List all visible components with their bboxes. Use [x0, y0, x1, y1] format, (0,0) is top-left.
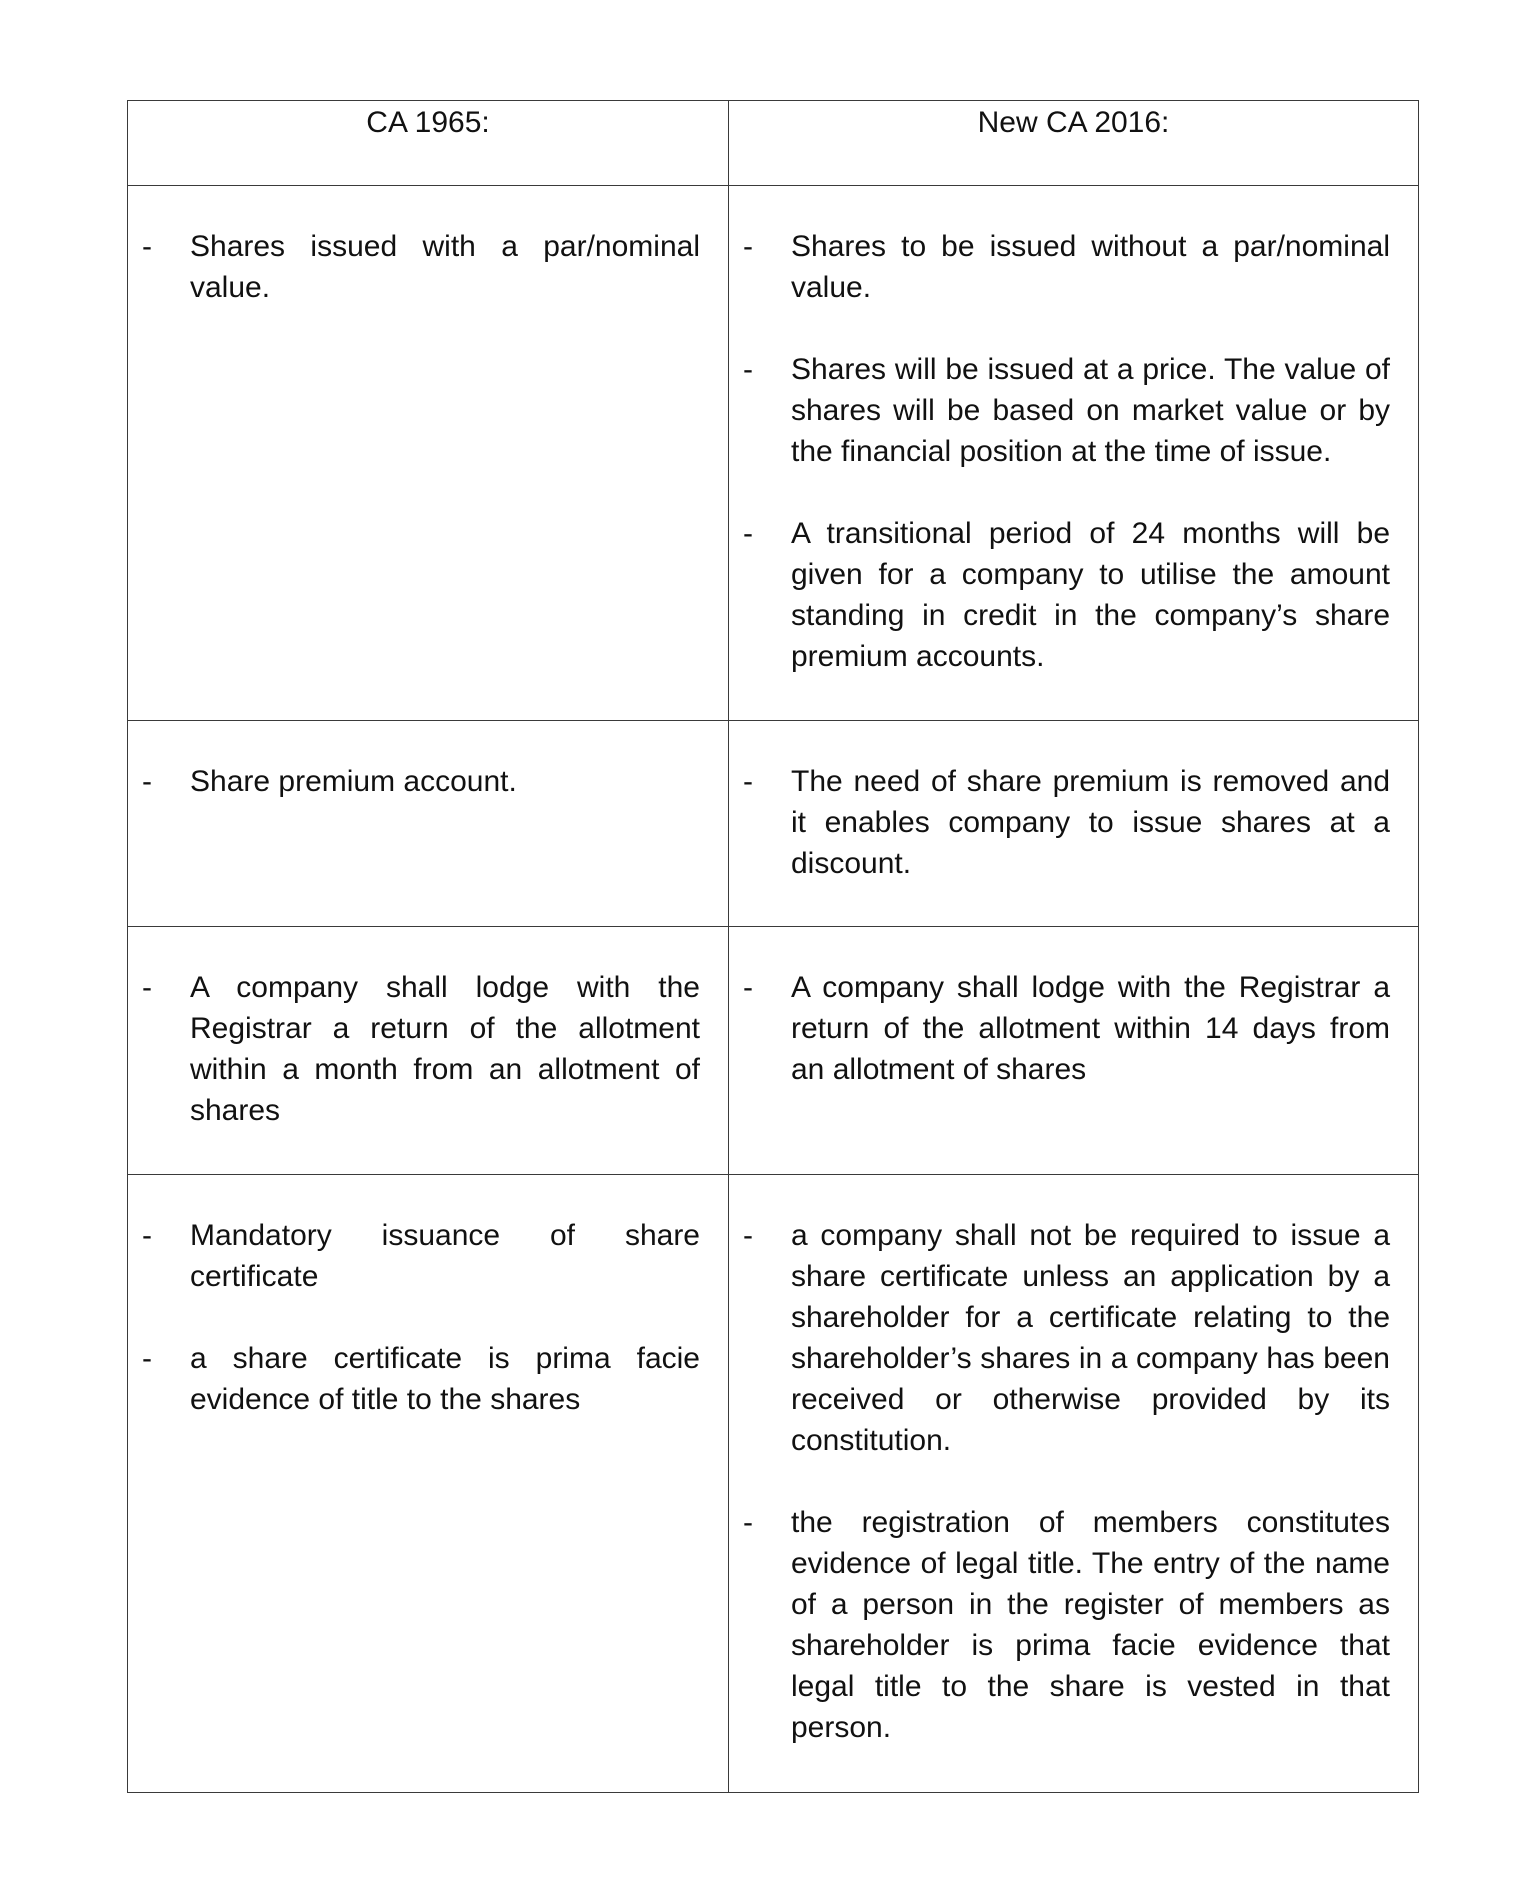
- bullet-item: [741, 1502, 1390, 1748]
- table-row: [128, 927, 1419, 1175]
- cell-ca-1965: [128, 927, 729, 1175]
- cell-ca-1965: [128, 721, 729, 927]
- cell-ca-1965: [128, 186, 729, 721]
- bullet-item: [741, 1215, 1390, 1461]
- cell-new-ca-2016: [729, 1175, 1419, 1793]
- table-row: [128, 1175, 1419, 1793]
- bullet-dash: -: [743, 1219, 753, 1252]
- bullet-text: a share certificate is prima facie evidence of title to the shares: [190, 1342, 700, 1416]
- bullet-text: A company shall lodge with the Registrar a return of the allotment within 14 days from an allotment of shares: [791, 971, 1390, 1086]
- bullet-dash: -: [743, 765, 753, 798]
- header-new-ca-2016: [729, 101, 1419, 186]
- bullet-item: [741, 513, 1390, 677]
- bullet-text: A company shall lodge with the Registrar a return of the allotment within a month from an allotment of shares: [190, 971, 700, 1127]
- bullet-dash: -: [142, 765, 152, 798]
- bullet-text: Mandatory issuance of share certificate: [190, 1219, 700, 1293]
- header-new-ca-2016-label: New CA 2016:: [977, 106, 1170, 139]
- bullet-dash: -: [142, 1219, 152, 1252]
- bullet-item: [140, 226, 700, 308]
- bullet-text: The need of share premium is removed and it enables company to issue shares at a discount.: [791, 765, 1390, 880]
- cell-new-ca-2016: [729, 721, 1419, 927]
- bullet-item: [741, 226, 1390, 308]
- bullet-dash: -: [743, 1506, 753, 1539]
- bullet-dash: -: [743, 353, 753, 386]
- bullet-dash: -: [142, 230, 152, 263]
- table-row: [128, 721, 1419, 927]
- bullet-dash: -: [743, 230, 753, 263]
- cell-ca-1965: [128, 1175, 729, 1793]
- bullet-dash: -: [142, 971, 152, 1004]
- header-row: [128, 101, 1419, 186]
- bullet-text: the registration of members constitutes evidence of legal title. The entry of the name of a person in the register of members as shareholder is prima facie evidence that legal title to the share is vested in that person.: [791, 1506, 1390, 1744]
- bullet-item: [741, 761, 1390, 884]
- cell-new-ca-2016: [729, 186, 1419, 721]
- comparison-table: [127, 100, 1419, 1793]
- bullet-dash: -: [743, 971, 753, 1004]
- bullet-item: [140, 967, 700, 1131]
- bullet-text: Shares to be issued without a par/nominal value.: [791, 230, 1390, 304]
- table-row: [128, 186, 1419, 721]
- bullet-text: Shares issued with a par/nominal value.: [190, 230, 700, 304]
- bullet-text: A transitional period of 24 months will be given for a company to utilise the amount standing in credit in the company’s share premium accounts.: [791, 517, 1390, 673]
- header-ca-1965: [128, 101, 729, 186]
- bullet-dash: -: [142, 1342, 152, 1375]
- bullet-text: Shares will be issued at a price. The value of shares will be based on market value or by the financial position at the time of issue.: [791, 353, 1390, 468]
- bullet-dash: -: [743, 517, 753, 550]
- bullet-text: a company shall not be required to issue a share certificate unless an application by a shareholder for a certificate relating to the shareholder’s shares in a company has been received or otherwise provided by its constitution.: [791, 1219, 1390, 1457]
- bullet-item: [140, 761, 700, 802]
- cell-new-ca-2016: [729, 927, 1419, 1175]
- bullet-text: Share premium account.: [190, 765, 517, 798]
- bullet-item: [140, 1338, 700, 1420]
- bullet-item: [741, 349, 1390, 472]
- bullet-item: [140, 1215, 700, 1297]
- header-ca-1965-label: CA 1965:: [366, 106, 490, 139]
- bullet-item: [741, 967, 1390, 1090]
